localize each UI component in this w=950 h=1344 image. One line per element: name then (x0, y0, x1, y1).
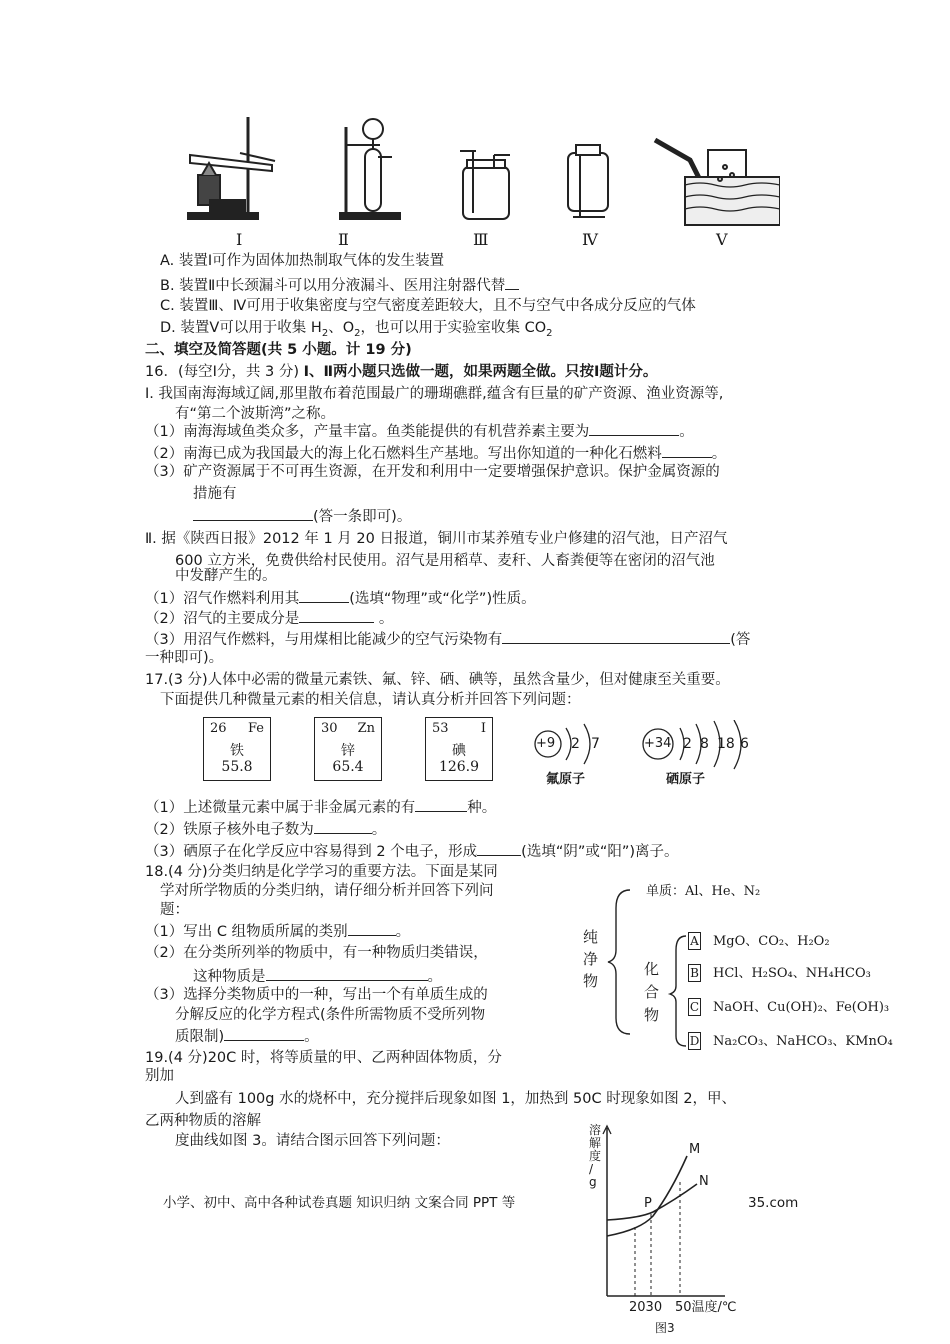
apparatus-label-4: Ⅳ (582, 230, 598, 249)
group-c-row (688, 996, 889, 1016)
element-name: 碘 (452, 743, 466, 759)
q17-q3-end: (选填“阴”或“阳”)离子。 (521, 844, 679, 860)
q16-part2-q2-text: （2）沼气的主要成分是 (145, 611, 300, 627)
q16-part1-q1-end: 。 (679, 424, 694, 440)
pure-char-2: 净 (583, 950, 599, 968)
selenium-label: 硒原子 (666, 772, 706, 787)
fig3-ylabel-2: 解 (589, 1136, 602, 1150)
q18-q3c (175, 1025, 319, 1047)
q16-part1-q2-end: 。 (711, 446, 727, 462)
element-mass: 126.9 (438, 759, 480, 775)
q19-line-5: 度曲线如图 3。请结合图示回答下列问题： (175, 1133, 450, 1149)
q16-part1-q2-blank[interactable] (662, 442, 712, 458)
selenium-atom-diagram (640, 720, 760, 792)
q17-q2-text: （2）铁原子核外电子数为 (145, 822, 314, 838)
q16-part1-q3c (193, 505, 411, 527)
selenium-shell-4: 6 (740, 736, 749, 752)
pure-char-1: 纯 (583, 928, 599, 946)
apparatus-illustrations (180, 105, 780, 230)
element-name: 铁 (230, 743, 244, 759)
q16-part2-intro-1: Ⅱ. 据《陕西日报》2012 年 1 月 20 日报道，铜川市某养殖专业户修建的沼气池，日产沼气 (145, 531, 728, 547)
element-number: 30 (321, 721, 338, 736)
section2-title: 二、填空及简答题(共 5 小题。计 19 分) (145, 342, 412, 358)
q15-option-c: C. 装置Ⅲ、Ⅳ可用于收集密度与空气密度差距较大，且不与空气中各成分反应的气体 (160, 298, 696, 314)
footer-text: 小学、初中、高中各种试卷真题 知识归纳 文案合同 PPT 等 (163, 1195, 516, 1211)
fig3-curve-m-label: M (689, 1142, 701, 1157)
group-a-row (688, 930, 830, 950)
element-mass: 55.8 (221, 759, 253, 775)
q18-q1-blank[interactable] (348, 920, 396, 936)
q16-head (145, 362, 657, 382)
q18-intro-2: 学对所学物质的分类归纳，请仔细分析并回答下列问 (160, 883, 494, 899)
q16-part2-q3-blank[interactable] (502, 628, 730, 644)
q16-part2-q1 (145, 587, 536, 609)
q18-intro-1: 18.(4 分)分类归纳是化学学习的重要方法。下面是某同 (145, 864, 498, 880)
apparatus-3 (460, 151, 510, 219)
q17-intro-1: 17.(3 分)人体中必需的微量元素铁、氟、锌、硒、碘等，虽然含量少，但对健康至关重要。 (145, 672, 730, 688)
fig3-ylabel-1: 溶 (589, 1123, 602, 1137)
q18-q1-end: 。 (395, 924, 411, 940)
group-b-row (688, 962, 871, 982)
q16-part1-q3-blank[interactable] (193, 505, 313, 521)
q16-part2-q3-end: (答 (730, 632, 751, 648)
q18-q1 (145, 920, 410, 942)
classification-diagram (578, 878, 898, 1053)
fig3-ylabel-3: 度 (589, 1149, 602, 1163)
apparatus-label-3: Ⅲ (473, 230, 489, 249)
q18-q2: （2）在分类所列举的物质中，有一种物质归类错误， (145, 945, 488, 961)
compound-char-2: 合 (644, 983, 660, 1001)
q16-part1-intro-2: 有“第二个波斯湾”之称。 (175, 406, 336, 422)
group-a-text: MgO、CO₂、H₂O₂ (713, 934, 830, 949)
q18-q3-blank[interactable] (224, 1025, 304, 1041)
q18-q3c-text: 质限制) (175, 1029, 225, 1045)
element-card-i (425, 717, 493, 781)
apparatus-label-5: Ⅴ (716, 230, 728, 249)
element-mass: 65.4 (332, 759, 364, 775)
q15-d-sub3: 2 (546, 327, 553, 339)
q17-q1 (145, 796, 496, 818)
q19-line-4: 乙两种物质的溶解 (145, 1113, 261, 1129)
fig3-curve-n-label: N (699, 1174, 709, 1189)
q17-q2 (145, 818, 386, 840)
group-a-tag: A (688, 932, 701, 950)
q18-q2-blank[interactable] (266, 965, 428, 981)
group-b-tag: B (688, 964, 701, 982)
q19-line-3: 人到盛有 100g 水的烧杯中，充分搅拌后现象如图 1，加热到 50C 时现象如图 2，甲、 (175, 1091, 737, 1107)
element-symbol: I (480, 721, 486, 736)
q16-part2-q2-blank[interactable] (299, 607, 374, 623)
element-symbol: Zn (357, 721, 375, 736)
group-c-text: NaOH、Cu(OH)₂、Fe(OH)₃ (713, 1000, 890, 1015)
fig3-ylabel (589, 1124, 601, 1189)
q15-d-sub2: 2 (354, 327, 361, 339)
pure-char-3: 物 (583, 972, 599, 990)
fig3-xticks: 2030 (629, 1300, 663, 1315)
apparatus-2 (340, 119, 400, 219)
fluorine-label: 氟原子 (546, 772, 586, 787)
q18-q3c-end: 。 (304, 1029, 319, 1045)
q16-part1-q1 (145, 420, 694, 442)
q15-option-a: A. 装置Ⅰ可作为固体加热制取气体的发生装置 (160, 253, 445, 269)
footer-tail: 35.com (748, 1195, 799, 1211)
q16-part2-intro-3: 中发酵产生的。 (175, 568, 277, 584)
selenium-shell-1: 2 (683, 736, 692, 752)
q15-d-sub1: 2 (321, 327, 329, 339)
group-d-text: Na₂CO₃、NaHCO₃、KMnO₄ (713, 1034, 893, 1049)
element-number: 53 (432, 721, 449, 736)
apparatus-5 (655, 140, 780, 225)
q17-q2-blank[interactable] (314, 818, 372, 834)
fig3-intersection-label: P (644, 1196, 652, 1211)
selenium-nucleus: +34 (644, 736, 672, 751)
compound-char-1: 化 (644, 960, 660, 978)
q16-part2-q3-line2: 一种即可)。 (145, 650, 224, 666)
apparatus-1 (188, 117, 275, 219)
group-d-row (688, 1030, 893, 1050)
fluorine-shell-2: 7 (591, 736, 600, 752)
element-row: 单质：Al、He、N₂ (646, 884, 761, 899)
q17-q3-text: （3）硒原子在化学反应中容易得到 2 个电子，形成 (145, 844, 478, 860)
q15-option-b (160, 274, 519, 296)
fluorine-shell-1: 2 (571, 736, 580, 752)
q16-part2-q2-end: 。 (378, 611, 394, 627)
apparatus-4 (568, 145, 608, 217)
selenium-shell-3: 18 (717, 736, 735, 752)
compound-char-3: 物 (644, 1006, 660, 1024)
group-c-tag: C (689, 1000, 700, 1014)
compound-label (644, 958, 659, 1027)
group-b-text: HCl、H₂SO₄、NH₄HCO₃ (713, 966, 871, 981)
q17-intro-2: 下面提供几种微量元素的相关信息，请认真分析并回答下列问题： (160, 692, 581, 708)
q17-q3 (145, 840, 679, 862)
q16-part2-q1-text: （1）沼气作燃料利用其 (145, 591, 300, 607)
q18-q2b-text: 这种物质是 (193, 969, 266, 985)
q16-part2-q3-text: （3）用沼气作燃料，与用煤相比能减少的空气污染物有 (145, 632, 503, 648)
q16-head-bold: Ⅰ、Ⅱ两小题只选做一题，如果两题全做。只按Ⅰ题计分。 (303, 364, 658, 380)
apparatus-label-1: Ⅰ (236, 230, 243, 249)
q16-part1-q2-text: （2）南海已成为我国最大的海上化石燃料生产基地。写出你知道的一种化石燃料 (145, 446, 662, 462)
q16-part1-q3b: 措施有 (193, 486, 237, 502)
q18-q2b-end: 。 (427, 969, 442, 985)
q18-intro-3: 题： (160, 902, 189, 918)
element-card-zn (314, 717, 382, 781)
q16-part1-q3a: （3）矿产资源属于不可再生资源，在开发和利用中一定要增强保护意识。保护金属资源的 (145, 464, 720, 480)
apparatus-label-2: Ⅱ (338, 230, 349, 249)
fig3-x-end-label: 50温度/℃ (675, 1300, 737, 1315)
q17-q1-end: 种。 (467, 800, 497, 816)
q18-q3b: 分解反应的化学方程式(条件所需物质不受所列物 (175, 1007, 486, 1023)
q15-option-b-text: B. 装置Ⅱ中长颈漏斗可以用分液漏斗、医用注射器代替 (160, 278, 506, 294)
group-d-tag: D (689, 1034, 700, 1048)
q16-part2-intro-2: 600 立方米，免费供给村民使用。沼气是用稻草、麦秆、人畜粪便等在密闭的沼气池 (175, 553, 715, 569)
selenium-shell-2: 8 (700, 736, 709, 752)
fig3-ylabel-5: g (589, 1175, 597, 1189)
q16-part1-intro-1: I. 我国南海海域辽阔,那里散布着范围最广的珊瑚礁群,蕴含有巨量的矿产资源、渔业资源等, (145, 386, 724, 402)
q17-q3-blank[interactable] (477, 840, 521, 856)
q16-part2-q1-end: (选填“物理”或“化学”)性质。 (349, 591, 536, 607)
element-number: 26 (210, 721, 227, 736)
q16-part2-q2 (145, 607, 393, 629)
q15-d-mid: 、O (328, 320, 355, 336)
fig3-caption: 图3 (655, 1321, 675, 1335)
element-card-fe (203, 717, 271, 781)
q15-d-mid2: ，也可以用于实验室收集 CO (360, 320, 547, 336)
q19-line-1: 19.(4 分)20C 时，将等质量的甲、乙两种固体物质，分 (145, 1050, 502, 1066)
q16-part1-q1-blank[interactable] (589, 420, 679, 436)
q18-q3: （3）选择分类物质中的一种，写出一个有单质生成的 (145, 987, 488, 1003)
q16-part1-q2 (145, 442, 726, 464)
q16-head-plain: 16．(每空Ⅰ分，共 3 分) (145, 364, 304, 380)
q17-q2-end: 。 (371, 822, 387, 838)
q17-q1-blank[interactable] (415, 796, 467, 812)
q15-option-b-mark (505, 274, 519, 290)
fluorine-atom-diagram (532, 722, 622, 792)
q16-part2-q3 (145, 628, 750, 650)
q16-part1-q1-text: （1）南海海域鱼类众多，产量丰富。鱼类能提供的有机营养素主要为 (145, 424, 590, 440)
solubility-figure-3 (585, 1122, 745, 1344)
element-name: 锌 (341, 743, 355, 759)
q16-part1-q3c-text: (答一条即可)。 (313, 509, 412, 525)
q16-part2-q1-blank[interactable] (299, 587, 349, 603)
fluorine-nucleus: +9 (536, 736, 556, 751)
q17-q1-text: （1）上述微量元素中属于非金属元素的有 (145, 800, 416, 816)
q19-line-2: 别加 (145, 1068, 174, 1084)
fig3-ylabel-4: / (589, 1162, 594, 1176)
element-symbol: Fe (247, 721, 264, 736)
q15-d-prefix: D. 装置Ⅴ可以用于收集 H (160, 320, 322, 336)
q18-q2b (193, 965, 442, 987)
pure-substance-label (583, 926, 598, 992)
q18-q1-text: （1）写出 C 组物质所属的类别 (145, 924, 348, 940)
